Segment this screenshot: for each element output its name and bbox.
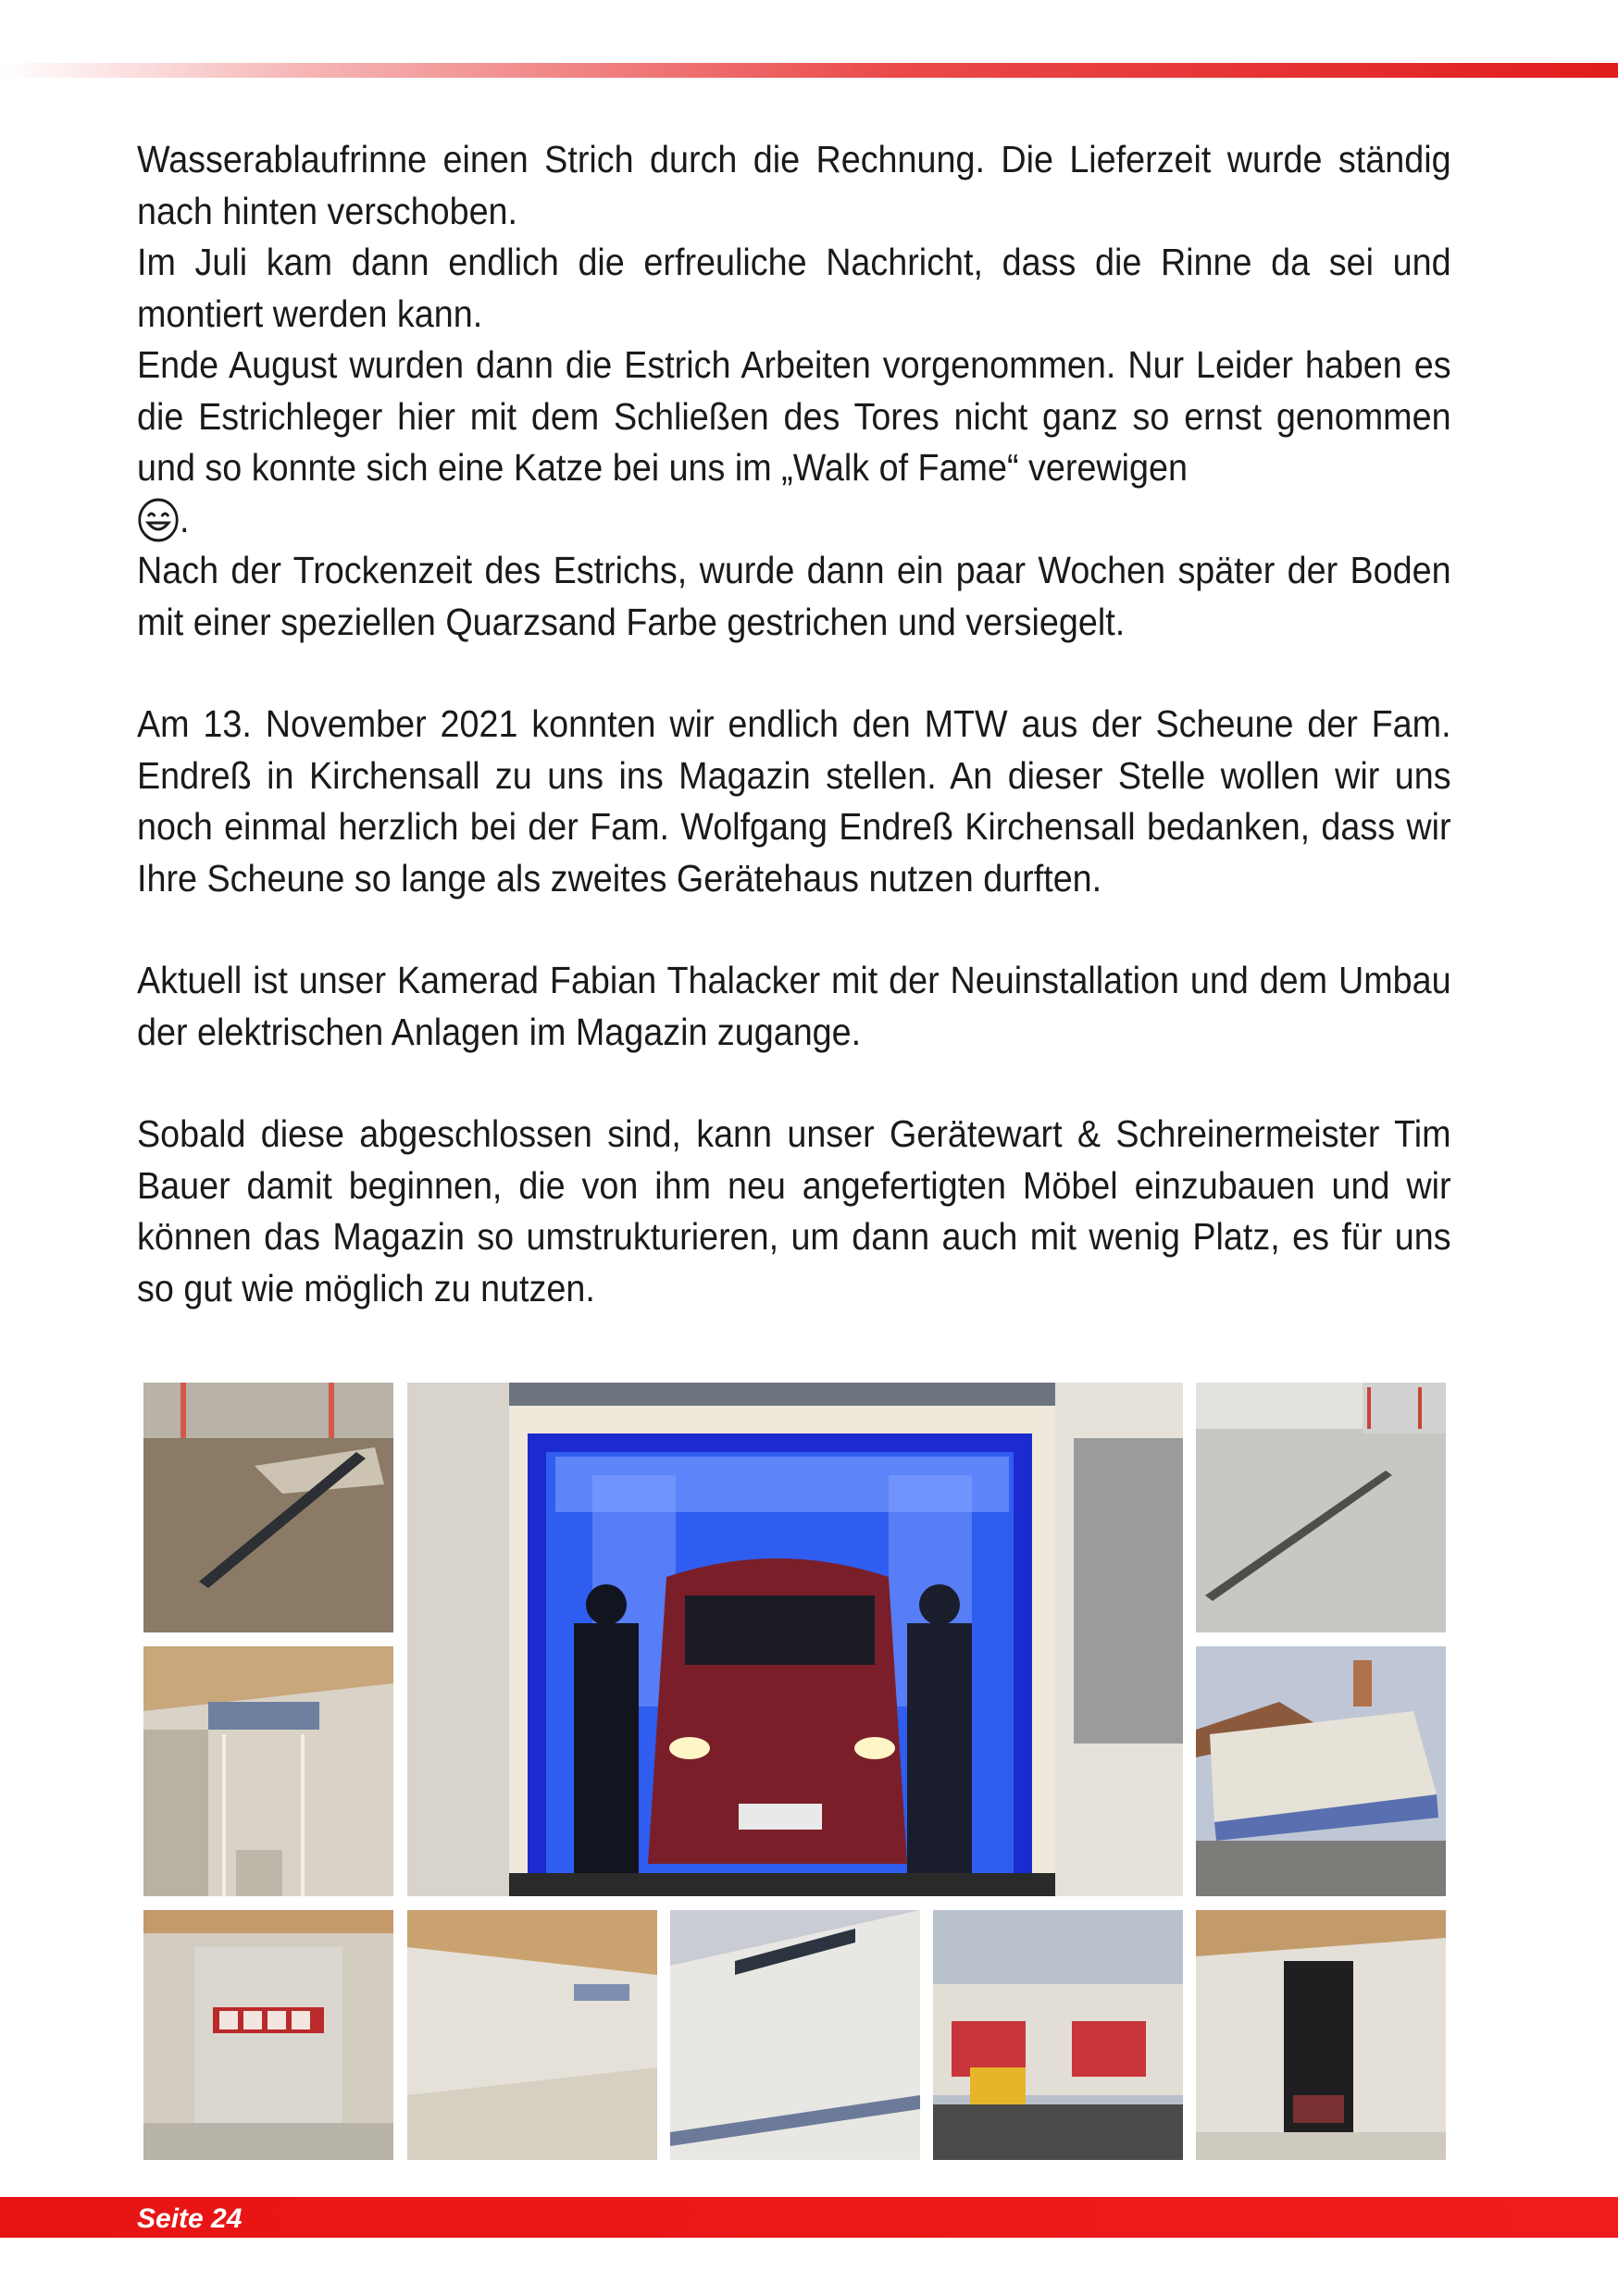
paragraph-drying: Nach der Trockenzeit des Estrichs, wurde dann ein paar Wochen später der Boden mit einer speziellen Quarzsand Farbe gestrichen und versiegelt. (137, 549, 1451, 643)
header-accent-bar (0, 63, 1618, 78)
paragraph-furniture: Sobald diese abgeschlossen sind, kann unser Gerätewart & Schreinermeister Tim Bauer damit beginnen, die von ihm neu angefertigten Möbel einzubauen und wir können das Magazin so umstrukturieren, um dann auch mit wenig Platz, es für uns so gut wie möglich zu nutzen. (137, 1112, 1451, 1309)
photo-finished-floor (1196, 1383, 1446, 1632)
photo-interior-ceiling (407, 1910, 657, 2160)
article-text (137, 134, 1451, 1314)
paragraph-gap (137, 904, 1451, 955)
smiling-face-icon (137, 497, 180, 543)
paragraph-screed-work (137, 340, 1451, 545)
paragraph-mtw-move: Am 13. November 2021 konnten wir endlich den MTW aus der Scheune der Fam. Endreß in Kirchensall zu uns ins Magazin stellen. An dieser Stelle wollen wir uns noch einmal herzlich bei der Fam. Wolfgang Endreß Kirchensall bedanken, dass wir Ihre Scheune so lange als zweites Gerätehaus nutzen durften. (137, 702, 1451, 900)
paragraph-drain-delay: Wasserablaufrinne einen Strich durch die Rechnung. Die Lieferzeit wurde ständig nach hinten verschoben. (137, 138, 1451, 232)
photo-garage-door-inside (143, 1910, 393, 2160)
photo-drain-channel (143, 1383, 393, 1632)
paragraph-screed-text: Ende August wurden dann die Estrich Arbeiten vorgenommen. Nur Leider haben es die Estrichleger hier mit dem Schließen des Tores nicht ganz so ernst genommen und so konnte sich eine Katze bei uns im „Walk of Fame“ verewigen (137, 343, 1451, 489)
photo-storage-room-doorway (1196, 1910, 1446, 2160)
photo-building-exterior (1196, 1646, 1446, 1896)
footer-bar (0, 2197, 1618, 2238)
page-number: Seite 24 (137, 2203, 243, 2234)
photo-construction-site (933, 1910, 1183, 2160)
paragraph-gap (137, 648, 1451, 699)
photo-drywall-interior (143, 1646, 393, 1896)
paragraph-july-news: Im Juli kam dann endlich die erfreuliche Nachricht, dass die Rinne da sei und montiert werden kann. (137, 241, 1451, 335)
paragraph-gap (137, 1058, 1451, 1109)
photo-vehicle-in-garage (407, 1383, 1183, 1896)
paragraph-electrical: Aktuell ist unser Kamerad Fabian Thalacker mit der Neuinstallation und dem Umbau der elektrischen Anlagen im Magazin zugange. (137, 959, 1451, 1053)
photo-exterior-wall-window (670, 1910, 920, 2160)
paragraph-screed-end: . (180, 497, 190, 540)
